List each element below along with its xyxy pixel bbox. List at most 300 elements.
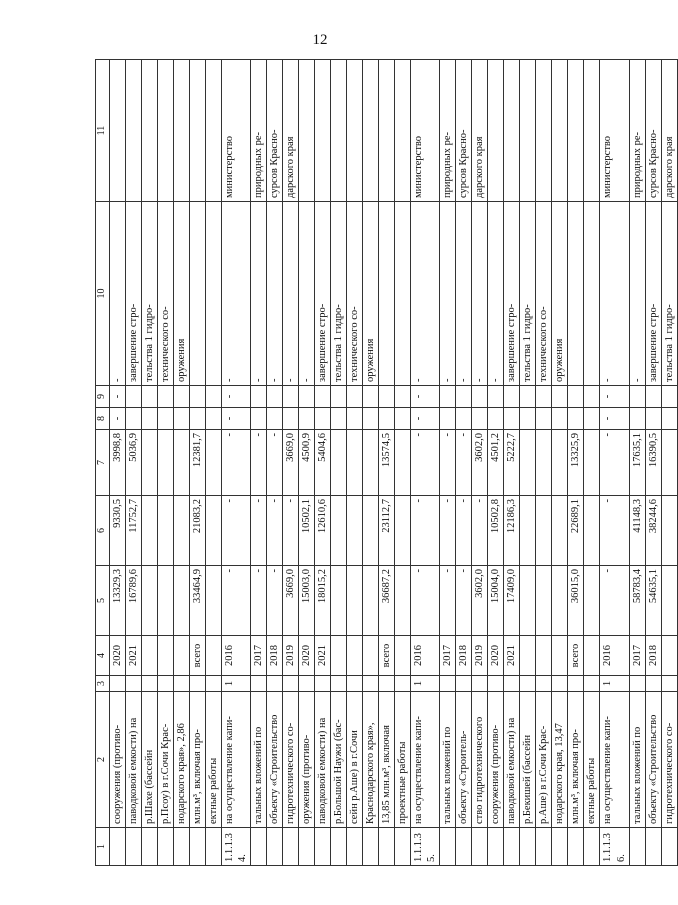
table-row bbox=[645, 60, 661, 866]
table-row bbox=[488, 60, 504, 866]
measure-description-cell: гидротехнического со- bbox=[283, 692, 299, 828]
expected-result-cell: - bbox=[411, 202, 440, 386]
year-cell: всего bbox=[190, 636, 206, 676]
column-3-cell bbox=[552, 676, 568, 692]
column-number: 4 bbox=[96, 636, 110, 676]
table-row bbox=[222, 60, 251, 866]
column-3-cell bbox=[584, 676, 600, 692]
amount-col-7-cell bbox=[363, 430, 379, 496]
item-number-cell bbox=[190, 828, 206, 866]
column-9-cell bbox=[440, 386, 456, 408]
item-number-cell bbox=[552, 828, 568, 866]
table-row bbox=[552, 60, 568, 866]
amount-total-cell: - bbox=[222, 566, 251, 636]
column-9-cell bbox=[283, 386, 299, 408]
amount-total-cell: 16789,6 bbox=[126, 566, 142, 636]
responsible-cell bbox=[158, 60, 174, 202]
year-cell bbox=[363, 636, 379, 676]
expected-result-cell: технического со- bbox=[347, 202, 363, 386]
expected-result-cell bbox=[584, 202, 600, 386]
year-cell: 2018 bbox=[267, 636, 283, 676]
responsible-cell bbox=[331, 60, 347, 202]
year-cell bbox=[552, 636, 568, 676]
table-row bbox=[536, 60, 552, 866]
table-body bbox=[96, 60, 678, 866]
measure-description-cell: 13,85 млн.м³, включая bbox=[379, 692, 395, 828]
column-9-cell bbox=[142, 386, 158, 408]
amount-col-6-cell bbox=[536, 496, 552, 566]
amount-col-7-cell: 13325,9 bbox=[568, 430, 584, 496]
column-9-cell bbox=[661, 386, 677, 408]
table-row bbox=[267, 60, 283, 866]
column-8-cell bbox=[645, 408, 661, 430]
year-cell: 2020 bbox=[488, 636, 504, 676]
column-9-cell bbox=[472, 386, 488, 408]
year-cell: 2020 bbox=[299, 636, 315, 676]
table-row bbox=[472, 60, 488, 866]
expected-result-cell: оружения bbox=[552, 202, 568, 386]
amount-col-6-cell bbox=[142, 496, 158, 566]
item-number-cell bbox=[363, 828, 379, 866]
measure-description-cell: паводковой емкости) на bbox=[504, 692, 520, 828]
expected-result-cell: - bbox=[629, 202, 645, 386]
responsible-cell bbox=[379, 60, 395, 202]
program-table bbox=[95, 59, 678, 866]
amount-col-7-cell: - bbox=[456, 430, 472, 496]
responsible-cell bbox=[504, 60, 520, 202]
column-9-cell: - bbox=[222, 386, 251, 408]
amount-col-7-cell: 3998,8 bbox=[110, 430, 126, 496]
table-row bbox=[379, 60, 395, 866]
responsible-cell bbox=[299, 60, 315, 202]
column-3-cell bbox=[363, 676, 379, 692]
expected-result-cell: - bbox=[488, 202, 504, 386]
responsible-cell bbox=[206, 60, 222, 202]
column-3-cell bbox=[472, 676, 488, 692]
expected-result-cell bbox=[379, 202, 395, 386]
measure-description-cell: Краснодарского края», bbox=[363, 692, 379, 828]
responsible-cell bbox=[520, 60, 536, 202]
table-row bbox=[347, 60, 363, 866]
measure-description-cell: ство гидротехнического bbox=[472, 692, 488, 828]
amount-col-6-cell: - bbox=[222, 496, 251, 566]
item-number-cell bbox=[331, 828, 347, 866]
amount-col-6-cell bbox=[158, 496, 174, 566]
column-3-cell: 1 bbox=[411, 676, 440, 692]
expected-result-cell: технического со- bbox=[158, 202, 174, 386]
column-8-cell bbox=[190, 408, 206, 430]
year-cell bbox=[520, 636, 536, 676]
column-number: 6 bbox=[96, 496, 110, 566]
amount-col-6-cell bbox=[174, 496, 190, 566]
amount-total-cell bbox=[363, 566, 379, 636]
column-3-cell bbox=[661, 676, 677, 692]
column-9-cell bbox=[174, 386, 190, 408]
item-number-cell bbox=[568, 828, 584, 866]
item-number-cell bbox=[299, 828, 315, 866]
measure-description-cell: тальных вложений по bbox=[440, 692, 456, 828]
responsible-cell bbox=[584, 60, 600, 202]
column-3-cell bbox=[629, 676, 645, 692]
table-row bbox=[520, 60, 536, 866]
expected-result-cell: завершение стро- bbox=[504, 202, 520, 386]
column-8-cell bbox=[584, 408, 600, 430]
column-number: 9 bbox=[96, 386, 110, 408]
column-8-cell bbox=[126, 408, 142, 430]
amount-total-cell bbox=[584, 566, 600, 636]
item-number-cell bbox=[251, 828, 267, 866]
column-9-cell bbox=[299, 386, 315, 408]
column-8-cell: - bbox=[110, 408, 126, 430]
column-8-cell bbox=[174, 408, 190, 430]
amount-col-6-cell: - bbox=[456, 496, 472, 566]
responsible-cell bbox=[552, 60, 568, 202]
column-8-cell bbox=[440, 408, 456, 430]
column-3-cell: 1 bbox=[222, 676, 251, 692]
year-cell bbox=[206, 636, 222, 676]
column-8-cell bbox=[552, 408, 568, 430]
amount-col-6-cell: 10502,8 bbox=[488, 496, 504, 566]
column-3-cell bbox=[190, 676, 206, 692]
year-cell bbox=[158, 636, 174, 676]
amount-total-cell bbox=[331, 566, 347, 636]
amount-col-7-cell: - bbox=[600, 430, 629, 496]
table-row bbox=[190, 60, 206, 866]
measure-description-cell: объекту «Строитель- bbox=[456, 692, 472, 828]
responsible-cell bbox=[315, 60, 331, 202]
year-cell: 2016 bbox=[411, 636, 440, 676]
measure-description-cell: р.Шахе (бассейн bbox=[142, 692, 158, 828]
column-3-cell bbox=[206, 676, 222, 692]
measure-description-cell: на осуществление капи- bbox=[222, 692, 251, 828]
column-9-cell bbox=[395, 386, 411, 408]
table-row bbox=[363, 60, 379, 866]
year-cell bbox=[142, 636, 158, 676]
year-cell: 2021 bbox=[504, 636, 520, 676]
column-9-cell bbox=[629, 386, 645, 408]
responsible-cell bbox=[536, 60, 552, 202]
item-number-cell bbox=[661, 828, 677, 866]
amount-total-cell bbox=[142, 566, 158, 636]
expected-result-cell: завершение стро- bbox=[315, 202, 331, 386]
amount-col-7-cell: 5036,9 bbox=[126, 430, 142, 496]
amount-col-7-cell bbox=[584, 430, 600, 496]
amount-col-7-cell bbox=[158, 430, 174, 496]
table-row bbox=[126, 60, 142, 866]
amount-col-6-cell bbox=[552, 496, 568, 566]
expected-result-cell: - bbox=[222, 202, 251, 386]
column-9-cell: - bbox=[110, 386, 126, 408]
item-number-cell bbox=[629, 828, 645, 866]
item-number-cell bbox=[645, 828, 661, 866]
amount-col-7-cell: - bbox=[267, 430, 283, 496]
column-number: 8 bbox=[96, 408, 110, 430]
column-numbers-row bbox=[96, 60, 110, 866]
expected-result-cell: оружения bbox=[363, 202, 379, 386]
column-3-cell bbox=[347, 676, 363, 692]
measure-description-cell: млн.м³, включая про- bbox=[568, 692, 584, 828]
column-9-cell bbox=[315, 386, 331, 408]
column-3-cell bbox=[331, 676, 347, 692]
column-9-cell bbox=[158, 386, 174, 408]
amount-col-7-cell bbox=[536, 430, 552, 496]
amount-col-6-cell: 12610,6 bbox=[315, 496, 331, 566]
expected-result-cell: - bbox=[299, 202, 315, 386]
year-cell: 2017 bbox=[629, 636, 645, 676]
table-row bbox=[584, 60, 600, 866]
amount-col-6-cell: - bbox=[472, 496, 488, 566]
column-number: 2 bbox=[96, 692, 110, 828]
table-row bbox=[440, 60, 456, 866]
column-8-cell bbox=[142, 408, 158, 430]
item-number-cell bbox=[267, 828, 283, 866]
column-9-cell bbox=[504, 386, 520, 408]
column-number: 10 bbox=[96, 202, 110, 386]
table-row bbox=[661, 60, 677, 866]
table-row bbox=[251, 60, 267, 866]
amount-col-6-cell: 21083,2 bbox=[190, 496, 206, 566]
column-3-cell bbox=[158, 676, 174, 692]
amount-total-cell: 15003,0 bbox=[299, 566, 315, 636]
column-3-cell bbox=[568, 676, 584, 692]
column-3-cell bbox=[520, 676, 536, 692]
column-3-cell bbox=[456, 676, 472, 692]
responsible-cell: дарского края bbox=[283, 60, 299, 202]
amount-total-cell bbox=[347, 566, 363, 636]
year-cell: 2016 bbox=[222, 636, 251, 676]
amount-total-cell: - bbox=[600, 566, 629, 636]
column-number: 5 bbox=[96, 566, 110, 636]
amount-col-6-cell bbox=[331, 496, 347, 566]
table-row bbox=[206, 60, 222, 866]
expected-result-cell: тельства 1 гидро- bbox=[520, 202, 536, 386]
amount-total-cell bbox=[395, 566, 411, 636]
column-3-cell bbox=[174, 676, 190, 692]
column-3-cell bbox=[126, 676, 142, 692]
amount-total-cell bbox=[552, 566, 568, 636]
column-3-cell bbox=[110, 676, 126, 692]
measure-description-cell: млн.м³, включая про- bbox=[190, 692, 206, 828]
column-8-cell bbox=[363, 408, 379, 430]
amount-col-6-cell: 12186,3 bbox=[504, 496, 520, 566]
column-3-cell bbox=[299, 676, 315, 692]
amount-col-7-cell: 5404,6 bbox=[315, 430, 331, 496]
amount-col-6-cell bbox=[363, 496, 379, 566]
year-cell: 2021 bbox=[126, 636, 142, 676]
table-row bbox=[331, 60, 347, 866]
measure-description-cell: ектные работы bbox=[206, 692, 222, 828]
item-number-cell bbox=[584, 828, 600, 866]
amount-col-6-cell bbox=[347, 496, 363, 566]
year-cell bbox=[331, 636, 347, 676]
amount-col-6-cell: - bbox=[267, 496, 283, 566]
item-number-cell bbox=[472, 828, 488, 866]
column-8-cell bbox=[472, 408, 488, 430]
column-8-cell bbox=[158, 408, 174, 430]
expected-result-cell: технического со- bbox=[536, 202, 552, 386]
year-cell: 2017 bbox=[440, 636, 456, 676]
amount-col-6-cell bbox=[395, 496, 411, 566]
item-number-cell bbox=[347, 828, 363, 866]
amount-total-cell bbox=[206, 566, 222, 636]
responsible-cell: министерство bbox=[600, 60, 629, 202]
responsible-cell bbox=[347, 60, 363, 202]
column-9-cell bbox=[552, 386, 568, 408]
column-9-cell bbox=[190, 386, 206, 408]
amount-col-7-cell bbox=[347, 430, 363, 496]
amount-col-7-cell bbox=[331, 430, 347, 496]
amount-col-7-cell: - bbox=[411, 430, 440, 496]
amount-total-cell: 13329,3 bbox=[110, 566, 126, 636]
responsible-cell bbox=[488, 60, 504, 202]
column-9-cell bbox=[488, 386, 504, 408]
amount-total-cell: 54635,1 bbox=[645, 566, 661, 636]
amount-total-cell: - bbox=[440, 566, 456, 636]
column-8-cell bbox=[347, 408, 363, 430]
column-9-cell bbox=[126, 386, 142, 408]
measure-description-cell: объекту «Строительство bbox=[267, 692, 283, 828]
item-number-cell bbox=[315, 828, 331, 866]
column-9-cell: - bbox=[600, 386, 629, 408]
amount-total-cell: 36015,0 bbox=[568, 566, 584, 636]
year-cell: всего bbox=[379, 636, 395, 676]
column-number: 3 bbox=[96, 676, 110, 692]
amount-col-7-cell bbox=[552, 430, 568, 496]
expected-result-cell: - bbox=[251, 202, 267, 386]
amount-col-7-cell: 3602,0 bbox=[472, 430, 488, 496]
column-3-cell bbox=[395, 676, 411, 692]
amount-col-7-cell: 4500,9 bbox=[299, 430, 315, 496]
column-8-cell bbox=[661, 408, 677, 430]
amount-total-cell: 15004,0 bbox=[488, 566, 504, 636]
table-row bbox=[600, 60, 629, 866]
table-row bbox=[315, 60, 331, 866]
responsible-cell bbox=[126, 60, 142, 202]
year-cell bbox=[584, 636, 600, 676]
measure-description-cell: р.Псоу) в г.Сочи Крас- bbox=[158, 692, 174, 828]
year-cell: 2021 bbox=[315, 636, 331, 676]
responsible-cell bbox=[395, 60, 411, 202]
amount-total-cell: - bbox=[267, 566, 283, 636]
amount-total-cell: - bbox=[251, 566, 267, 636]
measure-description-cell: р.Аше) в г.Сочи Крас- bbox=[536, 692, 552, 828]
table-row bbox=[299, 60, 315, 866]
column-8-cell: - bbox=[600, 408, 629, 430]
column-8-cell bbox=[395, 408, 411, 430]
measure-description-cell: паводковой емкости) на bbox=[126, 692, 142, 828]
column-3-cell bbox=[267, 676, 283, 692]
column-8-cell bbox=[520, 408, 536, 430]
amount-col-6-cell: 38244,6 bbox=[645, 496, 661, 566]
item-number-cell bbox=[379, 828, 395, 866]
table-row bbox=[283, 60, 299, 866]
table-row bbox=[395, 60, 411, 866]
item-number-cell bbox=[520, 828, 536, 866]
measure-description-cell: оружения (противо- bbox=[299, 692, 315, 828]
amount-col-6-cell bbox=[584, 496, 600, 566]
measure-description-cell: тальных вложений по bbox=[251, 692, 267, 828]
measure-description-cell: на осуществление капи- bbox=[600, 692, 629, 828]
column-9-cell bbox=[347, 386, 363, 408]
measure-description-cell: сооружения (противо- bbox=[110, 692, 126, 828]
amount-total-cell: - bbox=[411, 566, 440, 636]
amount-total-cell: 36687,2 bbox=[379, 566, 395, 636]
expected-result-cell bbox=[395, 202, 411, 386]
expected-result-cell: завершение стро- bbox=[126, 202, 142, 386]
responsible-cell: сурсов Красно- bbox=[645, 60, 661, 202]
amount-col-6-cell: 41148,3 bbox=[629, 496, 645, 566]
column-9-cell bbox=[206, 386, 222, 408]
amount-col-7-cell: 3669,0 bbox=[283, 430, 299, 496]
column-9-cell bbox=[251, 386, 267, 408]
column-9-cell bbox=[645, 386, 661, 408]
measure-description-cell: р.Большой Наужи (бас- bbox=[331, 692, 347, 828]
amount-col-6-cell: 10502,1 bbox=[299, 496, 315, 566]
responsible-cell: министерство bbox=[222, 60, 251, 202]
expected-result-cell bbox=[568, 202, 584, 386]
expected-result-cell: - bbox=[472, 202, 488, 386]
amount-col-7-cell: - bbox=[222, 430, 251, 496]
expected-result-cell: тельства 1 гидро- bbox=[142, 202, 158, 386]
table-row bbox=[142, 60, 158, 866]
column-3-cell bbox=[504, 676, 520, 692]
amount-total-cell: 3602,0 bbox=[472, 566, 488, 636]
amount-col-7-cell bbox=[174, 430, 190, 496]
amount-total-cell bbox=[661, 566, 677, 636]
amount-col-6-cell: - bbox=[283, 496, 299, 566]
amount-col-7-cell bbox=[206, 430, 222, 496]
expected-result-cell: оружения bbox=[174, 202, 190, 386]
column-3-cell bbox=[142, 676, 158, 692]
amount-col-7-cell: 13574,5 bbox=[379, 430, 395, 496]
year-cell bbox=[174, 636, 190, 676]
measure-description-cell: ектные работы bbox=[584, 692, 600, 828]
year-cell bbox=[347, 636, 363, 676]
amount-col-7-cell bbox=[395, 430, 411, 496]
measure-description-cell: р.Бекишей (бассейн bbox=[520, 692, 536, 828]
year-cell: 2019 bbox=[283, 636, 299, 676]
item-number-cell bbox=[283, 828, 299, 866]
amount-col-7-cell: - bbox=[440, 430, 456, 496]
expected-result-cell: - bbox=[267, 202, 283, 386]
responsible-cell bbox=[190, 60, 206, 202]
item-number-cell bbox=[440, 828, 456, 866]
amount-total-cell bbox=[158, 566, 174, 636]
column-3-cell bbox=[440, 676, 456, 692]
item-number-cell bbox=[395, 828, 411, 866]
column-8-cell bbox=[267, 408, 283, 430]
amount-col-7-cell: 16390,5 bbox=[645, 430, 661, 496]
measure-description-cell: сооружения (противо- bbox=[488, 692, 504, 828]
year-cell: 2016 bbox=[600, 636, 629, 676]
responsible-cell: министерство bbox=[411, 60, 440, 202]
column-8-cell bbox=[488, 408, 504, 430]
measure-description-cell: тальных вложений по bbox=[629, 692, 645, 828]
column-8-cell: - bbox=[411, 408, 440, 430]
item-number-cell bbox=[158, 828, 174, 866]
column-3-cell bbox=[645, 676, 661, 692]
column-9-cell bbox=[568, 386, 584, 408]
responsible-cell: природных ре- bbox=[440, 60, 456, 202]
expected-result-cell: - bbox=[110, 202, 126, 386]
amount-col-6-cell: - bbox=[251, 496, 267, 566]
column-9-cell bbox=[584, 386, 600, 408]
table-row bbox=[411, 60, 440, 866]
amount-col-6-cell bbox=[520, 496, 536, 566]
responsible-cell: дарского края bbox=[661, 60, 677, 202]
measure-description-cell: проектные работы bbox=[395, 692, 411, 828]
column-number: 11 bbox=[96, 60, 110, 202]
